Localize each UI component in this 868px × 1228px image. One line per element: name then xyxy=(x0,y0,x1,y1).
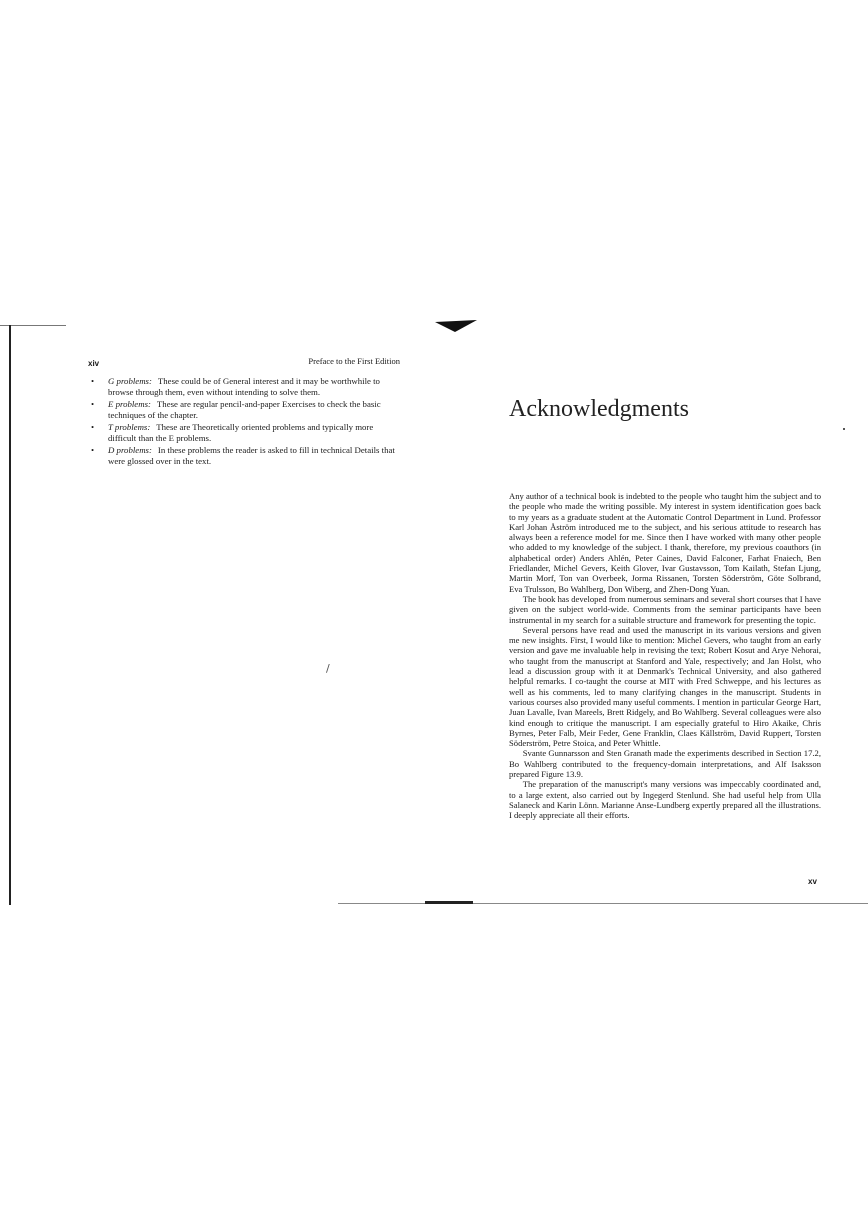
scan-top-mark xyxy=(435,320,477,332)
list-item-text: These could be of General interest and it may be worthwhile to browse through them, even without intending to solve them. xyxy=(108,376,380,397)
list-item-term: G problems: xyxy=(108,376,152,386)
bullet-glyph: • xyxy=(91,376,95,386)
scan-edge-vertical-rule xyxy=(9,325,11,905)
scan-speck-stroke: / xyxy=(326,662,330,675)
paragraph: The book has developed from numerous seminars and several short courses that I have given on the subject world-wide. Comments from the seminar participants have been instrumental in my search for a suitable structure and framework for presenting the topic. xyxy=(509,593,821,625)
list-item xyxy=(88,422,401,444)
page-number-right: xv xyxy=(808,877,817,886)
scan-bottom-rule xyxy=(338,903,868,904)
list-item xyxy=(88,399,401,421)
bullet-glyph: • xyxy=(91,445,95,456)
scan-bottom-mark xyxy=(425,901,473,904)
chapter-heading: Acknowledgments xyxy=(509,396,689,422)
list-item-text: These are regular pencil-and-paper Exercises to check the basic techniques of the chapter. xyxy=(108,399,381,420)
list-item-text: These are Theoretically oriented problems and typically more difficult than the E problems. xyxy=(108,422,374,443)
paragraph: Several persons have read and used the manuscript in its various versions and given me new insights. First, I would like to mention: Michel Gevers, who taught from an early version and gave me invaluable help in revising the text; Robert Kosut and Arye Nehorai, who taught from the manuscript at Stanford and Yale, respectively; and Jan Holst, who lead a discussion group with it at Denmark's Technical University, and also gathered helpful remarks. I co-taught the course at MIT with Fred Schweppe, and his lectures as well as his comments, led to many clarifying changes in the manuscript. Students in various courses also provided many useful comments. I mention in particular George Hart, Juan Lavalle, Ivan Mareels, Brett Ridgely, and Bo Wahlberg. Several colleagues were also kind enough to critique the manuscript. I am especially grateful to Hiro Akaike, Chris Byrnes, Peter Falb, Meir Feder, Gene Franklin, Claes Källström, David Ruppert, Torsten Söderström, Petre Stoica, and Peter Whittle. xyxy=(509,624,821,749)
page-number-left: xiv xyxy=(88,359,100,368)
running-head: Preface to the First Edition xyxy=(308,356,400,366)
list-item-term: D problems: xyxy=(108,445,152,456)
list-item-text: In these problems the reader is asked to fill in technical Details that were glossed over in the text. xyxy=(108,445,395,467)
list-item xyxy=(88,445,401,467)
paragraph: Svante Gunnarsson and Sten Granath made the experiments described in Section 17.2, Bo Wahlberg contributed to the frequency-domain interpretations, and Alf Isaksson prepared Figure 13.9. xyxy=(509,748,821,780)
list-item-term: E problems: xyxy=(108,399,151,410)
paragraph: Any author of a technical book is indebted to the people who taught him the subject and to the people who made the writing possible. My interest in system identification goes back to my years as a graduate student at the Automatic Control Department in Lund. Professor Karl Johan Åström introduced me to the subject, and his serious attitude to research has always been a reference model for me. Since then I have worked with many other people who added to my knowledge of the subject. I thank, therefore, my previous coauthors (in alphabetical order) Anders Ahlén, Peter Caines, David Falconer, Farhat Fnaiech, Ben Friedlander, Michel Gevers, Keith Glover, Ivar Gustavsson, Tom Kailath, Stefan Ljung, Martin Morf, Ton van Overbeek, Jorma Rissanen, Torsten Söderström, Göte Solbrand, Eva Trulsson, Bo Wahlberg, Don Wiberg, and Zhen-Dong Yuan. xyxy=(509,491,821,594)
bullet-glyph: • xyxy=(91,399,95,410)
acknowledgments-body xyxy=(509,491,821,821)
scan-speck xyxy=(843,428,845,430)
bullet-glyph: • xyxy=(91,422,95,433)
problem-types-list xyxy=(88,376,401,468)
paragraph: The preparation of the manuscript's many versions was impeccably coordinated and, to a large extent, also carried out by Ingegerd Stenlund. She had useful help from Ulla Salaneck and Karin Lönn. Marianne Anse-Lundberg expertly prepared all the illustrations. I deeply appreciate all their efforts. xyxy=(509,779,821,821)
list-item xyxy=(88,376,401,398)
list-item-term: T problems: xyxy=(108,422,151,433)
